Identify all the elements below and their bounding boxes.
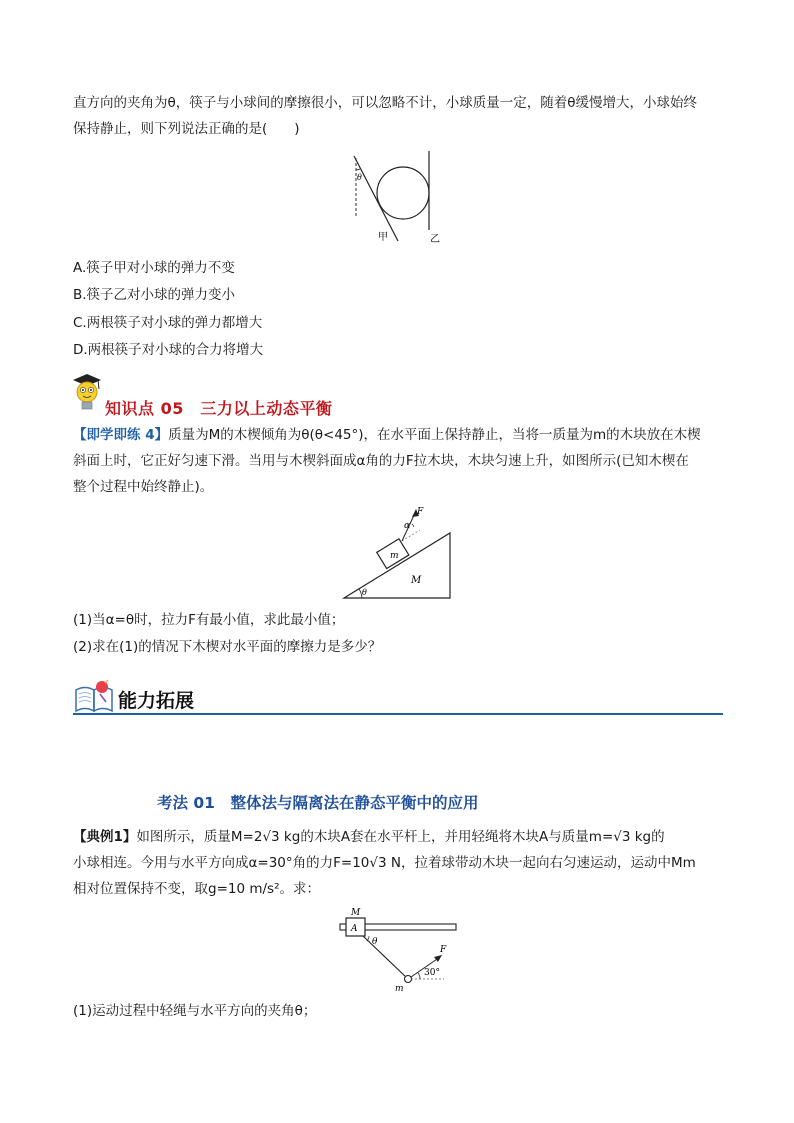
knowledge-point-title: 知识点 05 三力以上动态平衡	[105, 399, 333, 418]
practice-line-1	[73, 424, 723, 446]
wedge-theta-label: θ	[362, 588, 367, 597]
question-1-line-2: 保持静止，则下列说法正确的是( )	[73, 121, 300, 137]
wedge-m-label: M	[411, 575, 422, 586]
rod-block-ball-figure	[336, 905, 460, 993]
angle-30-label: 30°	[424, 968, 440, 978]
example-text-1: 如图所示，质量M=2√3 kg的木块A套在水平杆上，并用轻绳将木块A与质量m=√3 kg的	[136, 829, 665, 845]
alpha-label: α	[404, 521, 411, 531]
force-f-label: F	[417, 507, 424, 517]
example-line-1	[73, 826, 723, 848]
theta-label: θ	[357, 173, 362, 182]
section-divider	[73, 713, 723, 715]
option-c: C.两根筷子对小球的弹力都增大	[73, 315, 263, 331]
option-a: A.筷子甲对小球的弹力不变	[73, 260, 235, 276]
example-sub-1: (1)运动过程中轻绳与水平方向的夹角θ；	[73, 1003, 317, 1019]
open-book-icon	[73, 678, 115, 714]
chopstick-yi-label: 乙	[430, 234, 440, 245]
example-tag: 【典例1】	[73, 829, 137, 845]
rope-theta-label: θ	[372, 937, 378, 947]
option-b: B.筷子乙对小球的弹力变小	[73, 287, 236, 303]
practice-line-3: 整个过程中始终静止)。	[73, 479, 214, 495]
practice-line-2: 斜面上时，它正好匀速下滑。当用与木楔斜面成α角的力F拉木块，木块匀速上升，如图所示(已知木楔在	[73, 453, 689, 469]
block-m-label: m	[390, 551, 399, 561]
practice-sub-1: (1)当α=θ时，拉力F有最小值，求此最小值；	[73, 612, 345, 628]
wedge-block-figure	[340, 505, 455, 601]
ball-m-label: m	[395, 984, 404, 993]
chopsticks-ball-figure	[340, 148, 450, 248]
chopstick-jia-label: 甲	[378, 232, 388, 243]
question-1-line-1: 直方向的夹角为θ，筷子与小球间的摩擦很小，可以忽略不计，小球质量一定，随着θ缓慢增大，小球始终	[73, 95, 698, 111]
practice-sub-2: (2)求在(1)的情况下木楔对水平面的摩擦力是多少？	[73, 639, 382, 655]
example-line-2: 小球相连。今用与水平方向成α=30°角的力F=10√3 N，拉着球带动木块一起向右匀速运动，运动中Mm	[73, 855, 696, 871]
section-title: 能力拓展	[118, 690, 195, 712]
lightbulb-graduate-icon	[70, 372, 104, 412]
force-f-label: F	[440, 945, 447, 955]
example-line-3: 相对位置保持不变，取g=10 m/s²。求：	[73, 881, 320, 897]
block-a-label: A	[351, 924, 358, 934]
practice-tag: 【即学即练 4】	[73, 427, 169, 443]
block-m-label: M	[351, 908, 361, 918]
practice-text-1: 质量为M的木楔倾角为θ(θ<45°)，在水平面上保持静止，当将一质量为m的木块放在木楔	[168, 427, 701, 443]
method-title: 考法 01 整体法与隔离法在静态平衡中的应用	[157, 794, 479, 812]
option-d: D.两根筷子对小球的合力将增大	[73, 342, 264, 358]
